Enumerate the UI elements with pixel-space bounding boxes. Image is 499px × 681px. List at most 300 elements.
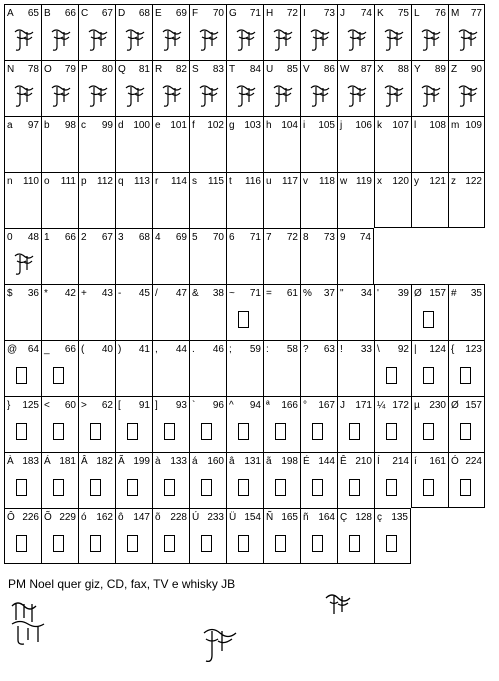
char-label: M	[451, 8, 460, 19]
glyph-cell	[337, 396, 374, 452]
glyph-cell	[337, 60, 374, 116]
ornamental-glyph-icon	[272, 27, 294, 53]
glyph-cell	[152, 508, 189, 564]
missing-glyph-box	[90, 535, 101, 552]
char-code: 199	[133, 456, 150, 467]
char-label: ª	[266, 400, 270, 411]
char-code: 226	[22, 512, 39, 523]
missing-glyph-box	[238, 479, 249, 496]
char-label: e	[155, 120, 161, 131]
glyph-cell	[189, 508, 226, 564]
char-code: 107	[392, 120, 409, 131]
char-label: E	[155, 8, 162, 19]
char-code: 118	[319, 176, 335, 187]
glyph-cell	[78, 60, 115, 116]
char-label: J	[340, 8, 345, 19]
missing-glyph-box	[90, 479, 101, 496]
char-label: L	[414, 8, 420, 19]
char-code: 59	[249, 344, 261, 355]
ornamental-glyph-icon	[383, 83, 405, 109]
glyph-cell	[78, 284, 115, 340]
missing-glyph-box	[127, 535, 138, 552]
char-label: |	[414, 344, 417, 355]
char-code: 62	[101, 400, 113, 411]
char-code: 135	[391, 512, 408, 523]
char-label: á	[192, 456, 198, 467]
char-code: 124	[429, 344, 446, 355]
ornamental-glyph-icon	[420, 27, 442, 53]
char-code: 224	[465, 456, 482, 467]
char-code: 123	[465, 344, 482, 355]
char-code: 228	[170, 512, 187, 523]
char-code: 93	[175, 400, 187, 411]
glyph-cell	[4, 228, 41, 284]
missing-glyph-box	[164, 479, 175, 496]
glyph-cell	[263, 452, 300, 508]
char-code: 63	[323, 344, 335, 355]
glyph-cell	[337, 452, 374, 508]
sample-ornament-2	[324, 590, 354, 625]
glyph-cell	[4, 340, 41, 396]
glyph-cell	[115, 116, 152, 172]
char-label: A	[7, 8, 14, 19]
char-code: 72	[286, 8, 298, 19]
glyph-cell	[41, 508, 78, 564]
char-label: µ	[414, 400, 420, 411]
char-code: 98	[64, 120, 76, 131]
char-code: 96	[212, 400, 224, 411]
char-label: N	[7, 64, 15, 75]
ornamental-glyph-icon	[13, 27, 35, 53]
glyph-cell	[226, 60, 263, 116]
glyph-cell	[41, 396, 78, 452]
char-label: '	[377, 288, 379, 299]
glyph-cell	[78, 508, 115, 564]
glyph-cell	[115, 228, 152, 284]
missing-glyph-box	[16, 367, 27, 384]
glyph-cell	[300, 340, 337, 396]
char-label: h	[266, 120, 272, 131]
char-label: b	[44, 120, 50, 131]
ornamental-glyph-icon	[457, 83, 479, 109]
char-label: ã	[266, 456, 272, 467]
glyph-cell	[152, 60, 189, 116]
glyph-cell	[448, 172, 485, 228]
char-label: 3	[118, 232, 124, 243]
char-code: 117	[282, 176, 298, 187]
glyph-cell	[189, 60, 226, 116]
missing-glyph-box	[201, 535, 212, 552]
char-label: r	[155, 176, 159, 187]
glyph-cell	[448, 60, 485, 116]
char-code: 67	[101, 232, 113, 243]
glyph-cell	[189, 228, 226, 284]
glyph-cell	[411, 452, 448, 508]
glyph-cell	[4, 60, 41, 116]
glyph-cell	[337, 172, 374, 228]
missing-glyph-box	[238, 423, 249, 440]
char-label: Õ	[44, 512, 52, 523]
char-label: F	[192, 8, 199, 19]
char-code: 131	[244, 456, 261, 467]
missing-glyph-box	[16, 423, 27, 440]
missing-glyph-box	[53, 367, 64, 384]
char-code: 106	[355, 120, 372, 131]
glyph-cell	[189, 396, 226, 452]
glyph-cell	[115, 340, 152, 396]
char-code: 35	[470, 288, 482, 299]
char-code: 111	[60, 176, 76, 187]
glyph-cell	[226, 284, 263, 340]
glyph-cell	[226, 228, 263, 284]
char-label: l	[414, 120, 417, 131]
glyph-cell	[300, 228, 337, 284]
glyph-cell	[448, 396, 485, 452]
char-label: Z	[451, 64, 458, 75]
glyph-cell	[300, 60, 337, 116]
char-code: 37	[323, 288, 335, 299]
char-code: 128	[355, 512, 372, 523]
char-label: k	[377, 120, 382, 131]
char-label: V	[303, 64, 310, 75]
char-label: #	[451, 288, 457, 299]
char-label: Ô	[7, 512, 15, 523]
char-label: m	[451, 120, 460, 131]
ornamental-glyph-icon	[161, 27, 183, 53]
ornamental-glyph-icon	[309, 83, 331, 109]
char-label: ;	[229, 344, 232, 355]
char-code: 161	[429, 456, 446, 467]
char-code: 88	[397, 64, 409, 75]
char-code: 99	[101, 120, 113, 131]
missing-glyph-box	[127, 423, 138, 440]
ornamental-glyph-icon	[124, 27, 146, 53]
char-code: 41	[138, 344, 150, 355]
ornamental-glyph-icon	[346, 27, 368, 53]
glyph-cell	[78, 4, 115, 60]
glyph-cell	[263, 172, 300, 228]
char-label: }	[7, 400, 11, 411]
char-code: 229	[59, 512, 76, 523]
glyph-cell	[374, 4, 411, 60]
glyph-cell	[152, 228, 189, 284]
glyph-cell	[115, 4, 152, 60]
ornamental-glyph-icon	[87, 27, 109, 53]
missing-glyph-box	[238, 311, 249, 328]
char-label: 0	[7, 232, 13, 243]
glyph-cell	[4, 284, 41, 340]
char-label: I	[303, 8, 306, 19]
char-code: 72	[286, 232, 298, 243]
char-label: ç	[377, 512, 382, 523]
ornamental-glyph-icon	[124, 83, 146, 109]
glyph-cell	[152, 284, 189, 340]
missing-glyph-box	[349, 479, 360, 496]
char-label: (	[81, 344, 85, 355]
char-code: 119	[356, 176, 372, 187]
glyph-cell	[226, 4, 263, 60]
glyph-cell	[411, 60, 448, 116]
char-label: 5	[192, 232, 198, 243]
char-label: p	[81, 176, 87, 187]
glyph-cell	[115, 172, 152, 228]
ornamental-glyph-icon	[309, 27, 331, 53]
glyph-cell	[374, 340, 411, 396]
char-label: Ü	[229, 512, 237, 523]
glyph-cell	[152, 396, 189, 452]
char-label: o	[44, 176, 50, 187]
missing-glyph-box	[312, 535, 323, 552]
char-code: 214	[392, 456, 409, 467]
glyph-cell	[115, 452, 152, 508]
char-code: 116	[245, 176, 261, 187]
char-code: 43	[101, 288, 113, 299]
char-label: w	[340, 176, 348, 187]
glyph-cell	[152, 172, 189, 228]
char-label: g	[229, 120, 235, 131]
char-code: 47	[175, 288, 187, 299]
char-label: -	[118, 288, 122, 299]
char-code: 86	[323, 64, 335, 75]
glyph-cell	[374, 60, 411, 116]
char-code: 108	[429, 120, 446, 131]
glyph-cell	[226, 396, 263, 452]
char-label: J	[340, 400, 345, 411]
glyph-cell	[263, 228, 300, 284]
glyph-cell	[337, 508, 374, 564]
char-label: @	[7, 344, 18, 355]
char-code: 113	[134, 176, 150, 187]
char-label: y	[414, 176, 419, 187]
char-label: O	[44, 64, 52, 75]
glyph-cell	[41, 60, 78, 116]
char-label: j	[340, 120, 343, 131]
char-code: 114	[171, 176, 187, 187]
glyph-cell	[337, 340, 374, 396]
sample-sentence: PM Noel quer giz, CD, fax, TV e whisky JB	[8, 577, 236, 591]
char-label: G	[229, 8, 237, 19]
missing-glyph-box	[16, 535, 27, 552]
char-label: i	[303, 120, 306, 131]
char-code: 112	[97, 176, 113, 187]
char-code: 67	[101, 8, 113, 19]
char-label: !	[340, 344, 343, 355]
missing-glyph-box	[53, 535, 64, 552]
char-label: /	[155, 288, 158, 299]
glyph-cell	[189, 340, 226, 396]
char-code: 34	[360, 288, 372, 299]
ornamental-glyph-icon	[235, 83, 257, 109]
char-label: °	[303, 400, 307, 411]
char-label: >	[81, 400, 87, 411]
glyph-cell	[411, 116, 448, 172]
char-label: X	[377, 64, 384, 75]
char-label: )	[118, 344, 122, 355]
glyph-cell	[152, 340, 189, 396]
char-label: `	[192, 400, 196, 411]
char-code: 73	[323, 232, 335, 243]
char-code: 70	[212, 8, 224, 19]
char-label: ñ	[303, 512, 309, 523]
char-code: 61	[286, 288, 298, 299]
char-code: 121	[429, 176, 446, 187]
char-code: 144	[318, 456, 335, 467]
missing-glyph-box	[16, 479, 27, 496]
char-code: 40	[101, 344, 113, 355]
glyph-cell	[300, 284, 337, 340]
char-code: 91	[138, 400, 150, 411]
char-code: 162	[96, 512, 113, 523]
char-code: 154	[244, 512, 261, 523]
char-code: 171	[355, 400, 372, 411]
missing-glyph-box	[90, 423, 101, 440]
glyph-cell	[78, 396, 115, 452]
sample-ornament-1	[8, 598, 48, 653]
char-code: 92	[397, 344, 409, 355]
char-label: _	[44, 344, 50, 355]
missing-glyph-box	[312, 423, 323, 440]
missing-glyph-box	[423, 311, 434, 328]
char-code: 69	[175, 8, 187, 19]
char-label: É	[303, 456, 310, 467]
missing-glyph-box	[127, 479, 138, 496]
glyph-cell	[337, 284, 374, 340]
char-code: 68	[138, 8, 150, 19]
char-code: 157	[465, 400, 482, 411]
char-code: 172	[392, 400, 409, 411]
char-code: 78	[27, 64, 39, 75]
glyph-cell	[411, 340, 448, 396]
ornamental-glyph-icon	[272, 83, 294, 109]
char-label: Á	[44, 456, 51, 467]
char-label: í	[414, 456, 417, 467]
glyph-cell	[152, 4, 189, 60]
char-label: 8	[303, 232, 309, 243]
char-label: f	[192, 120, 195, 131]
glyph-cell	[189, 4, 226, 60]
char-code: 110	[23, 176, 39, 187]
char-label: B	[44, 8, 51, 19]
char-label: z	[451, 176, 456, 187]
char-code: 44	[175, 344, 187, 355]
glyph-cell	[300, 508, 337, 564]
char-label: à	[155, 456, 161, 467]
glyph-cell	[226, 172, 263, 228]
glyph-cell	[4, 508, 41, 564]
glyph-cell	[300, 172, 337, 228]
glyph-cell	[374, 396, 411, 452]
char-code: 125	[22, 400, 39, 411]
char-code: 89	[434, 64, 446, 75]
char-label: "	[340, 288, 344, 299]
missing-glyph-box	[238, 535, 249, 552]
char-code: 164	[318, 512, 335, 523]
char-code: 70	[212, 232, 224, 243]
glyph-cell	[78, 452, 115, 508]
missing-glyph-box	[460, 479, 471, 496]
char-code: 71	[249, 232, 261, 243]
glyph-cell	[4, 172, 41, 228]
sample-ornament-3	[200, 625, 240, 675]
char-code: 133	[170, 456, 187, 467]
char-code: 64	[27, 344, 39, 355]
char-label: d	[118, 120, 124, 131]
char-code: 160	[207, 456, 224, 467]
char-label: x	[377, 176, 382, 187]
char-code: 74	[359, 232, 371, 243]
char-code: 39	[397, 288, 409, 299]
missing-glyph-box	[423, 423, 434, 440]
missing-glyph-box	[460, 423, 471, 440]
glyph-cell	[448, 340, 485, 396]
glyph-cell	[78, 172, 115, 228]
char-code: 45	[138, 288, 150, 299]
glyph-cell	[337, 116, 374, 172]
glyph-cell	[300, 4, 337, 60]
char-code: 233	[207, 512, 224, 523]
char-code: 74	[360, 8, 372, 19]
char-code: 75	[397, 8, 409, 19]
char-label: =	[266, 288, 272, 299]
char-label: H	[266, 8, 274, 19]
char-code: 122	[465, 176, 482, 187]
char-label: ?	[303, 344, 309, 355]
char-code: 94	[249, 400, 261, 411]
char-label: 1	[44, 232, 50, 243]
char-label: +	[81, 288, 87, 299]
glyph-cell	[115, 60, 152, 116]
char-code: 181	[59, 456, 76, 467]
char-label: C	[81, 8, 89, 19]
glyph-cell	[115, 508, 152, 564]
char-label: {	[451, 344, 455, 355]
glyph-cell	[4, 116, 41, 172]
char-label: u	[266, 176, 272, 187]
missing-glyph-box	[386, 535, 397, 552]
glyph-cell	[374, 452, 411, 508]
glyph-cell	[189, 284, 226, 340]
char-code: 85	[286, 64, 298, 75]
char-code: 58	[286, 344, 298, 355]
char-code: 102	[207, 120, 224, 131]
glyph-cell	[263, 508, 300, 564]
char-code: 100	[133, 120, 150, 131]
char-label: â	[229, 456, 235, 467]
char-label: Ø	[451, 400, 459, 411]
char-label: Q	[118, 64, 126, 75]
ornamental-glyph-icon	[235, 27, 257, 53]
ornamental-glyph-icon	[13, 83, 35, 109]
char-code: 68	[138, 232, 150, 243]
glyph-cell	[41, 4, 78, 60]
char-label: n	[7, 176, 13, 187]
char-code: 230	[429, 400, 446, 411]
char-label: 9	[340, 232, 346, 243]
ornamental-glyph-icon	[87, 83, 109, 109]
char-label: Í	[377, 456, 380, 467]
glyph-cell	[41, 228, 78, 284]
missing-glyph-box	[349, 535, 360, 552]
char-label: P	[81, 64, 88, 75]
char-code: 65	[27, 8, 39, 19]
glyph-cell	[300, 452, 337, 508]
glyph-cell	[4, 4, 41, 60]
char-code: 80	[101, 64, 113, 75]
char-code: 90	[470, 64, 482, 75]
ornamental-glyph-icon	[13, 251, 35, 277]
char-label: <	[44, 400, 50, 411]
char-label: *	[44, 288, 48, 299]
